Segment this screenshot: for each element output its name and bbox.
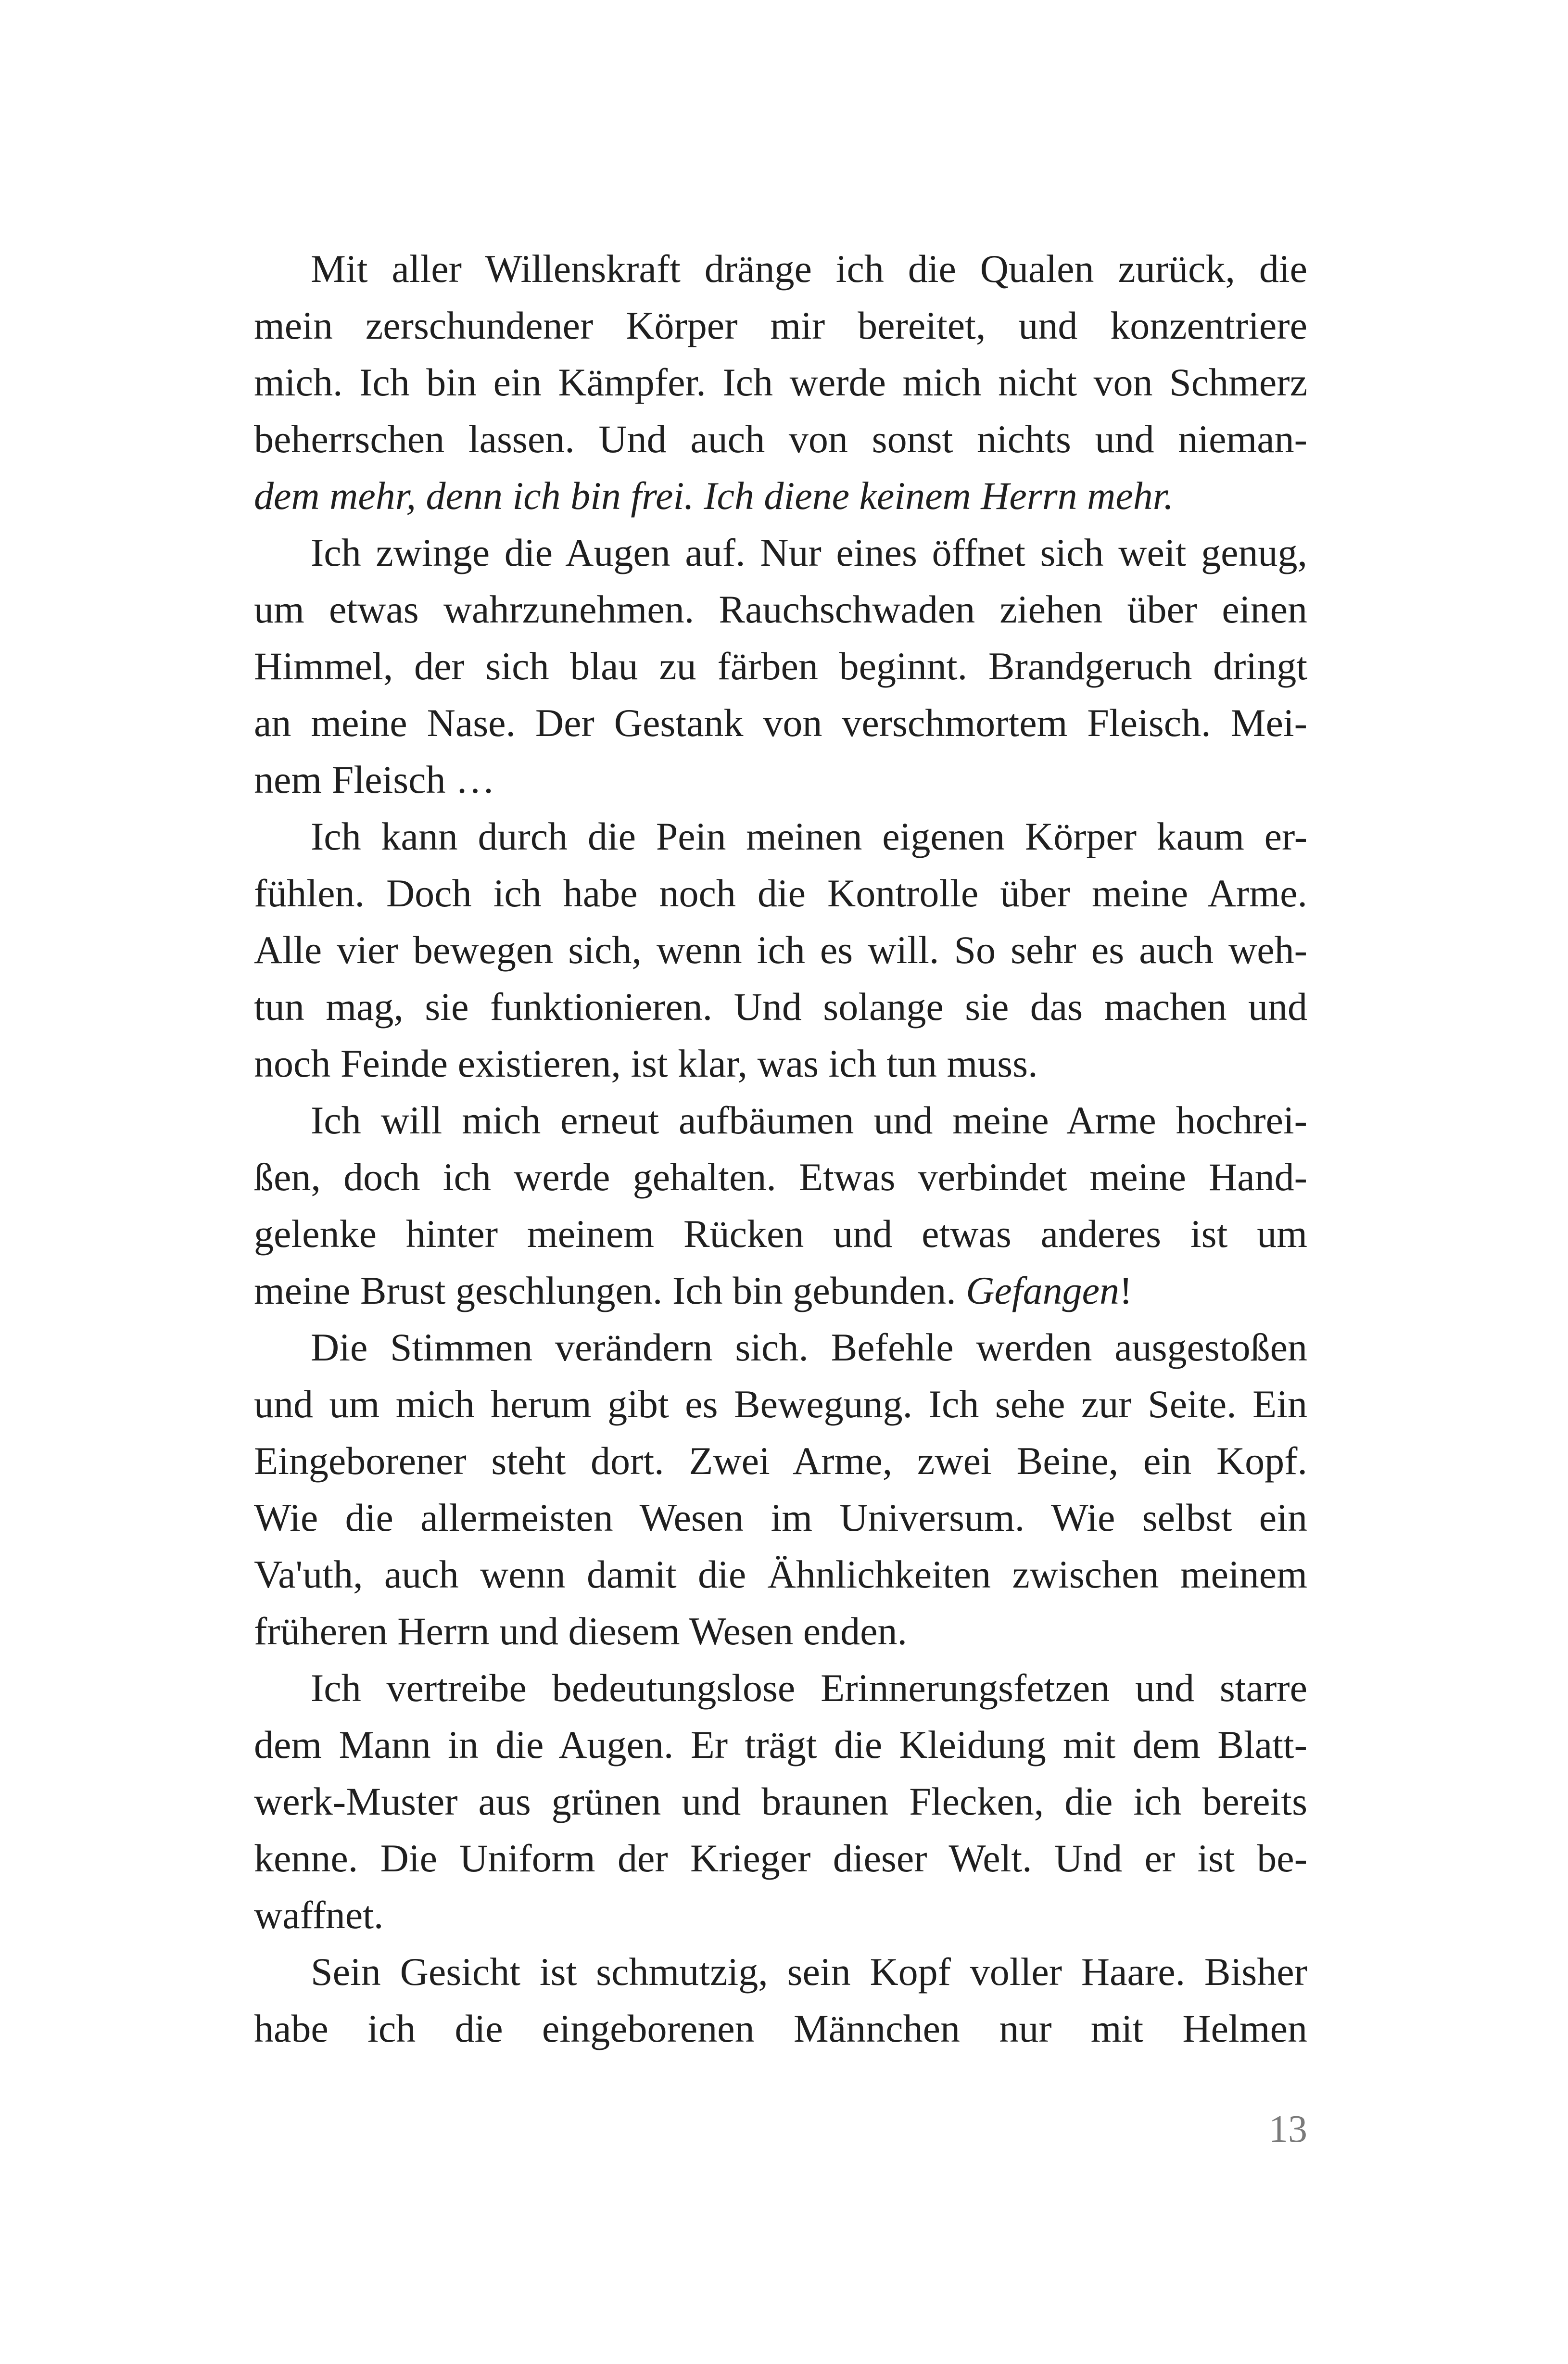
text-run: Mit aller Willenskraft dränge ich die Qualen zurück, die (311, 247, 1307, 291)
text-line (254, 241, 1307, 297)
text-line (254, 1376, 1307, 1433)
text-run: früheren Herrn und diesem Wesen enden. (254, 1609, 908, 1653)
text-run: fühlen. Doch ich habe noch die Kontrolle über meine Arme. (254, 871, 1307, 915)
text-run: mein zerschundener Körper mir bereitet, und konzentriere (254, 304, 1307, 347)
text-line (254, 581, 1307, 638)
body-text (254, 241, 1307, 2057)
text-run: noch Feinde existieren, ist klar, was ich tun muss. (254, 1042, 1038, 1085)
text-run: an meine Nase. Der Gestank von verschmortem Fleisch. (254, 701, 1231, 745)
text-run: ! (1119, 1269, 1133, 1312)
text-run: dem Mann in die Augen. Er trägt die Kleidung mit dem Blatt- (254, 1723, 1307, 1767)
text-run: kenne. Die Uniform der Krieger dieser Welt. Und er ist be- (254, 1836, 1307, 1880)
text-run: mich. Ich bin ein Kämpfer. Ich werde mich nicht von Schmerz (254, 360, 1307, 404)
text-line (254, 922, 1307, 979)
text-line (254, 695, 1307, 751)
page-number: 13 (1269, 2108, 1307, 2150)
text-run: Die Stimmen verändern sich. Befehle werden ausgestoßen (311, 1325, 1307, 1369)
text-run: gelenke hinter meinem Rücken und etwas anderes ist um (254, 1212, 1307, 1256)
text-run: ßen, doch ich werde gehalten. Etwas verbindet meine Hand- (254, 1155, 1307, 1199)
text-line (254, 979, 1307, 1035)
text-run: meine Brust geschlungen. Ich bin gebunden. (254, 1269, 966, 1312)
text-run: tun mag, sie funktionieren. Und solange sie das machen und (254, 985, 1307, 1029)
text-line (254, 354, 1307, 411)
text-run: Ich zwinge die Augen auf. Nur eines öffnet sich weit genug, (311, 531, 1307, 574)
text-run: Va'uth, auch wenn damit die Ähnlichkeiten zwischen meinem (254, 1552, 1307, 1596)
text-line (254, 524, 1307, 581)
text-line (254, 1660, 1307, 1716)
text-line (254, 1830, 1307, 1887)
text-run: habe ich die eingeborenen Männchen nur mit Helmen (254, 2007, 1307, 2050)
text-line (254, 1489, 1307, 1546)
italic-text: dem mehr, denn ich bin frei. Ich diene keinem Herrn mehr. (254, 474, 1174, 518)
text-run: und um mich herum gibt es Bewegung. Ich sehe zur Seite. Ein (254, 1382, 1307, 1426)
text-line (254, 468, 1307, 524)
text-line (254, 1206, 1307, 1262)
text-run: Fleisch … (322, 758, 495, 801)
text-run: Wie die allermeisten Wesen im Universum. Wie selbst ein (254, 1496, 1307, 1539)
text-line (254, 1035, 1307, 1092)
text-run: Ich will mich erneut aufbäumen und meine Arme hochrei- (311, 1098, 1307, 1142)
text-line (254, 751, 1307, 808)
text-line (254, 1433, 1307, 1489)
text-line (254, 1773, 1307, 1830)
text-line (254, 1887, 1307, 1944)
text-run: beherrschen lassen. Und auch von sonst nichts und nieman- (254, 417, 1307, 461)
text-line (254, 1716, 1307, 1773)
text-line (254, 638, 1307, 695)
text-run: Ich vertreibe bedeutungslose Erinnerungsfetzen und starre (311, 1666, 1307, 1710)
text-line (254, 1262, 1307, 1319)
text-run: werk-Muster aus grünen und braunen Flecken, die ich bereits (254, 1779, 1307, 1823)
text-line (254, 1092, 1307, 1149)
text-line (254, 808, 1307, 865)
text-run: Himmel, der sich blau zu färben beginnt. Brandgeruch dringt (254, 644, 1307, 688)
text-line (254, 865, 1307, 922)
text-run: nem (254, 758, 322, 801)
italic-text: Gefangen (966, 1269, 1120, 1312)
text-line (254, 1603, 1307, 1660)
text-line (254, 1546, 1307, 1603)
text-line (254, 297, 1307, 354)
text-line (254, 1319, 1307, 1376)
text-run: Alle vier bewegen sich, wenn ich es will. So sehr es auch weh- (254, 928, 1307, 972)
text-line (254, 411, 1307, 468)
text-line (254, 1149, 1307, 1206)
text-run: Mei- (1230, 701, 1307, 745)
text-line (254, 1944, 1307, 2000)
text-run: waffnet. (254, 1893, 384, 1937)
text-run: Sein Gesicht ist schmutzig, sein Kopf voller Haare. Bisher (311, 1950, 1307, 1994)
text-line (254, 2000, 1307, 2057)
text-run: um etwas wahrzunehmen. Rauchschwaden ziehen über einen (254, 587, 1307, 631)
text-run: Ich kann durch die Pein meinen eigenen Körper kaum er- (311, 814, 1307, 858)
text-run: Eingeborener steht dort. Zwei Arme, zwei Beine, ein Kopf. (254, 1439, 1307, 1483)
